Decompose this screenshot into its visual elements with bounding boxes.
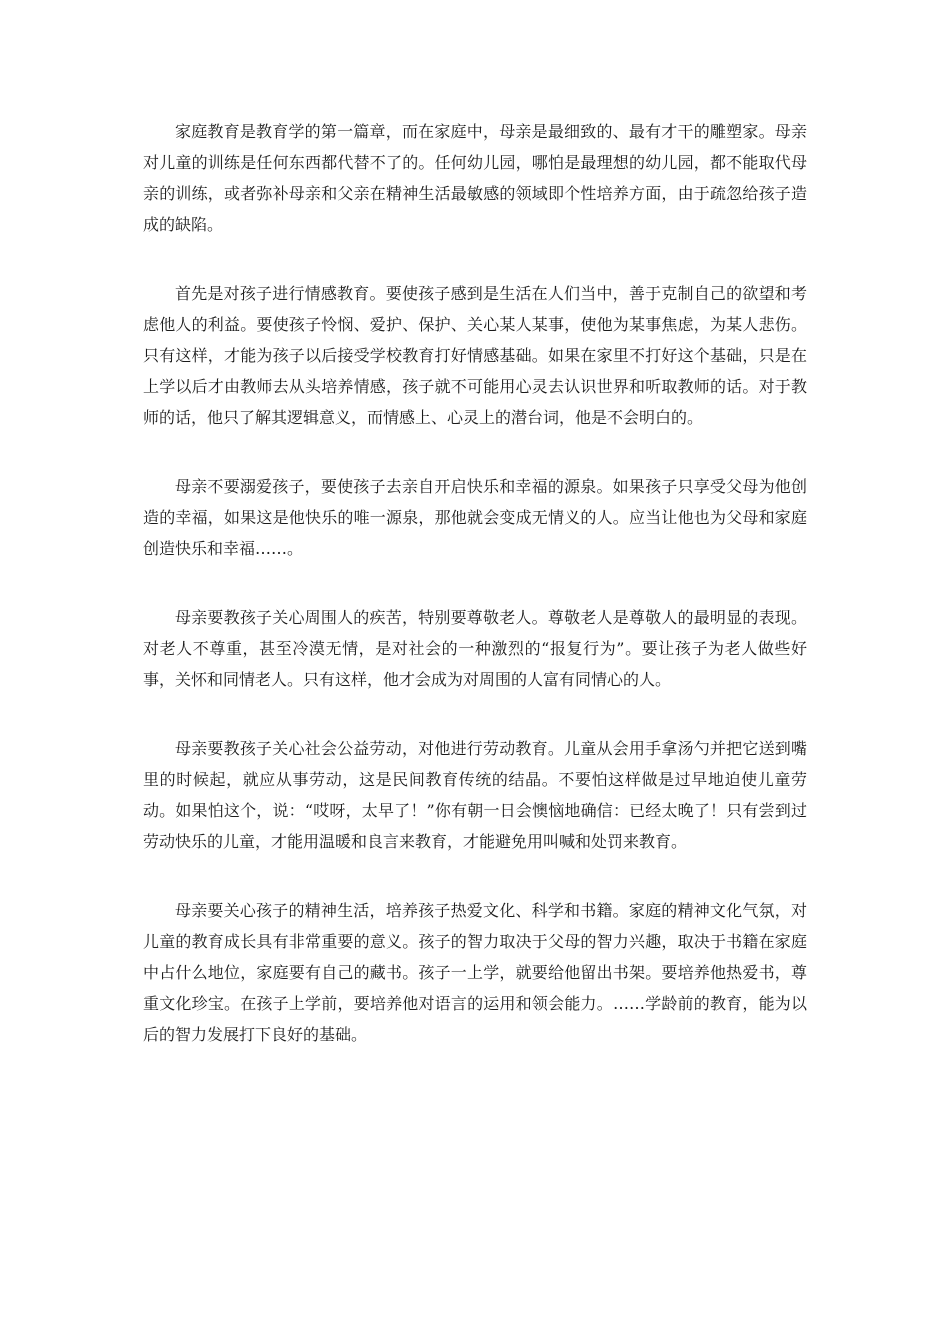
paragraph-5: 母亲要教孩子关心社会公益劳动，对他进行劳动教育。儿童从会用手拿汤勺并把它送到嘴里的时候起，就应从事劳动，这是民间教育传统的结晶。不要怕这样做是过早地迫使儿童劳动。如果怕这个，说：“哎呀，太早了！”你有朝一日会懊恼地确信：已经太晚了！只有尝到过劳动快乐的儿童，才能用温暖和良言来教育，才能避免用叫喊和处罚来教育。 xyxy=(143,739,807,851)
paragraph-6: 母亲要关心孩子的精神生活，培养孩子热爱文化、科学和书籍。家庭的精神文化气氛，对儿童的教育成长具有非常重要的意义。孩子的智力取决于父母的智力兴趣，取决于书籍在家庭中占什么地位，家庭要有自己的藏书。孩子一上学，就要给他留出书架。要培养他热爱书，尊重文化珍宝。在孩子上学前，要培养他对语言的运用和领会能力。……学龄前的教育，能为以后的智力发展打下良好的基础。 xyxy=(143,901,807,1044)
paragraph-3: 母亲不要溺爱孩子，要使孩子去亲自开启快乐和幸福的源泉。如果孩子只享受父母为他创造的幸福，如果这是他快乐的唯一源泉，那他就会变成无情义的人。应当让他也为父母和家庭创造快乐和幸福……。 xyxy=(143,477,807,558)
paragraph-2: 首先是对孩子进行情感教育。要使孩子感到是生活在人们当中，善于克制自己的欲望和考虑他人的利益。要使孩子怜悯、爱护、保护、关心某人某事，使他为某事焦虑，为某人悲伤。只有这样，才能为孩子以后接受学校教育打好情感基础。如果在家里不打好这个基础，只是在上学以后才由教师去从头培养情感，孩子就不可能用心灵去认识世界和听取教师的话。对于教师的话，他只了解其逻辑意义，而情感上、心灵上的潜台词，他是不会明白的。 xyxy=(143,284,807,427)
document-body xyxy=(143,116,807,1088)
paragraph-4: 母亲要教孩子关心周围人的疾苦，特别要尊敬老人。尊敬老人是尊敬人的最明显的表现。对老人不尊重，甚至冷漠无情，是对社会的一种激烈的“报复行为”。要让孩子为老人做些好事，关怀和同情老人。只有这样，他才会成为对周围的人富有同情心的人。 xyxy=(143,608,807,689)
paragraph-1: 家庭教育是教育学的第一篇章，而在家庭中，母亲是最细致的、最有才干的雕塑家。母亲对儿童的训练是任何东西都代替不了的。任何幼儿园，哪怕是最理想的幼儿园，都不能取代母亲的训练，或者弥补母亲和父亲在精神生活最敏感的领域即个性培养方面，由于疏忽给孩子造成的缺陷。 xyxy=(143,122,807,234)
